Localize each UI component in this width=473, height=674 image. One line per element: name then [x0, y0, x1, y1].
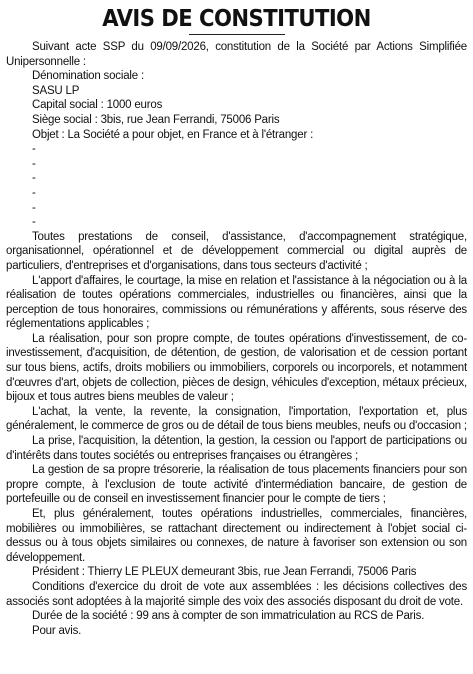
siege-line: Siège social : 3bis, rue Jean Ferrandi, 75006 Paris — [32, 113, 280, 126]
objet-dash: - — [32, 157, 36, 170]
closing-line: Pour avis. — [32, 624, 82, 637]
objet-dash: - — [32, 143, 36, 156]
denomination-label: Dénomination sociale : — [32, 70, 144, 83]
objet-item-commerce: L'achat, la vente, la revente, la consignation, l'importation, l'exportation et, plus généralement, le commerce de gros ou de détail de tous biens meubles, neufs ou d'occasion ; — [6, 405, 467, 433]
intro-paragraph: Suivant acte SSP du 09/09/2026, constitution de la Société par Actions Simplifiée Unipersonnelle : — [6, 41, 467, 68]
objet-item-participations: La prise, l'acquisition, la détention, la gestion, la cession ou l'apport de participations ou d'intérêts dans toutes sociétés ou entreprises françaises ou étrangères ; — [6, 435, 467, 462]
objet-dash: - — [32, 201, 36, 214]
objet-item-general: Et, plus généralement, toutes opérations industrielles, commerciales, financières, mobilières ou immobilières, se rattachant directement ou indirectement à l'objet social ci-dessus ou à tous objets similaires ou connexes, de nature à favoriser son extension ou son développement. — [6, 508, 467, 564]
objet-dash: - — [32, 172, 36, 185]
president-line: Président : Thierry LE PLEUX demeurant 3bis, rue Jean Ferrandi, 75006 Paris — [32, 566, 417, 579]
objet-item-tresorerie: La gestion de sa propre trésorerie, la réalisation de tous placements financiers pour son propre compte, à l'exclusion de toute activité d'intermédiation bancaire, de gestion de portefeuille ou de conseil en investissement financier pour le compte de tiers ; — [6, 464, 467, 506]
voting-conditions: Conditions d'exercice du droit de vote aux assemblées : les décisions collectives des associés sont adoptées à la majorité simple des voix des associés disposant du droit de vote. — [6, 580, 467, 608]
objet-line: Objet : La Société a pour objet, en France et à l'étranger : — [32, 128, 314, 141]
objet-item-conseil: Toutes prestations de conseil, d'assistance, d'accompagnement stratégique, organisationnel, opérationnel et de développement commercial ou digital auprès de particuliers, d'entreprises et d'organisations, dans tous secteurs d'activité ; — [6, 230, 467, 272]
notice-body — [6, 40, 467, 638]
notice-title: AVIS DE CONSTITUTION — [102, 6, 371, 32]
denomination-value: SASU LP — [32, 84, 80, 97]
objet-dash: - — [32, 186, 36, 199]
title-underline — [189, 34, 285, 35]
capital-line: Capital social : 1000 euros — [32, 99, 163, 112]
objet-dash: - — [32, 216, 36, 229]
duration-line: Durée de la société : 99 ans à compter de son immatriculation au RCS de Paris. — [32, 610, 425, 623]
objet-item-investissement: La réalisation, pour son propre compte, de toutes opérations d'investissement, de co-investissement, d'acquisition, de détention, de gestion, de valorisation et de cession portant sur tous biens, actifs, droits mobiliers ou immobiliers, corporels ou incorporels, et notamment d'œuvres d'art, objets de collection, pièces de design, véhicules d'exception, métaux précieux, bijoux et tous autres biens meubles de valeur ; — [6, 332, 467, 404]
objet-item-apport: L'apport d'affaires, le courtage, la mise en relation et l'assistance à la négociation ou à la réalisation de toutes opérations commerciales, industrielles ou financières, ainsi que la perception de tous honoraires, commissions ou rémunérations y afférents, sous réserve des réglementations applicables ; — [6, 274, 467, 331]
